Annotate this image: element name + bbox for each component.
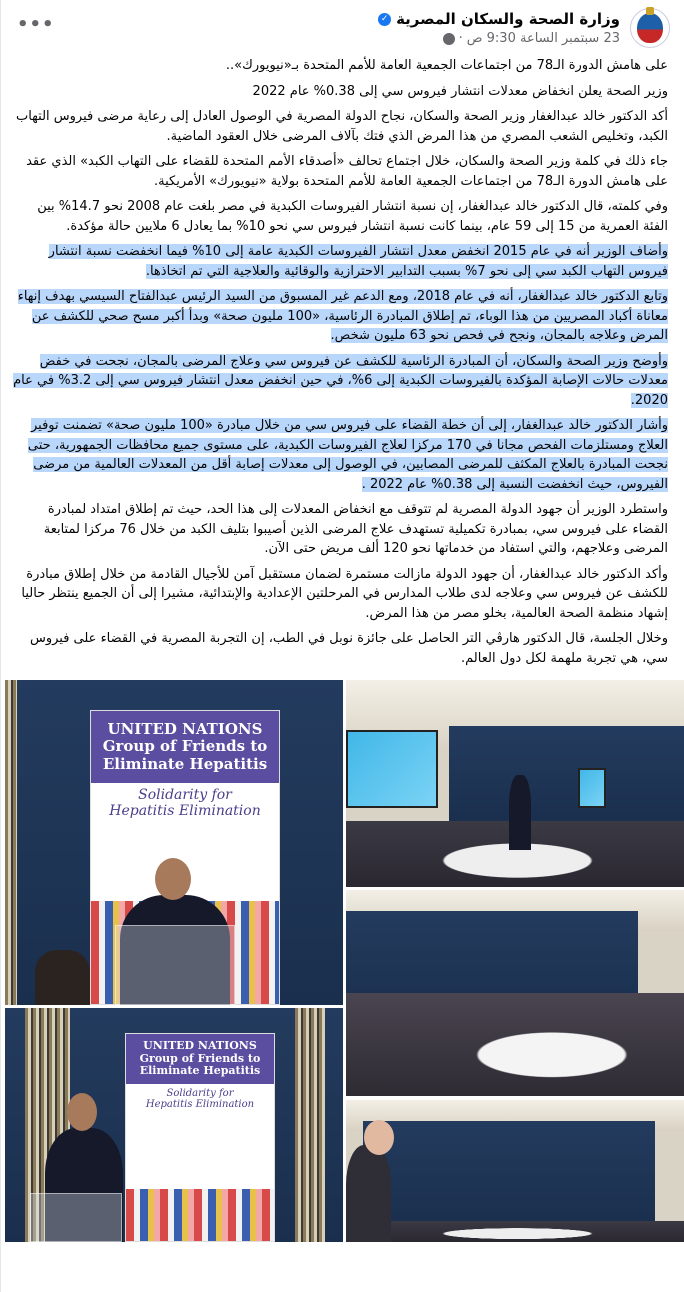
paragraph-text: أكد الدكتور خالد عبدالغفار وزير الصحة والسكان، نجاح الدولة المصرية في الوصول العادل إلى رعاية مرضى فيروس التهاب الكبد، وتخليص الشعب المصري من هذا المرض الذي فتك بآلاف المرضى خلال العقود الماضية. — [15, 109, 668, 144]
banner-line: Eliminate Hepatitis — [102, 754, 268, 773]
post-paragraph — [11, 56, 668, 76]
more-options-button[interactable]: ••• — [17, 14, 55, 35]
banner-line: Solidarity for — [138, 786, 232, 803]
post-paragraph — [11, 197, 668, 236]
post-paragraph — [11, 242, 668, 281]
banner-line: Hepatitis Elimination — [145, 1098, 255, 1110]
post-body — [11, 56, 668, 674]
page-name-row — [378, 10, 620, 28]
paragraph-text: وأضاف الوزير أنه في عام 2015 انخفض معدل انتشار الفيروسات الكبدية عامة إلى 10% فيما انخفضت نسبة انتشار فيروس التهاب الكبد سي إلى نحو 7% بسبب التدابير الاحترازية والوقائية والعلاجية التي تم اتخاذها. — [48, 244, 668, 279]
post-paragraph — [11, 287, 668, 346]
paragraph-text: وفي كلمته، قال الدكتور خالد عبدالغفار، إن نسبة انتشار الفيروسات الكبدية في مصر بلغت عام 2008 نحو 14.7% بين الفئة العمرية من 15 إلى 59 عام، بينما كانت نسبة انتشار فيروس سي نحو 10% بما يعادل 6 ملايين حالة مؤكدة. — [37, 199, 668, 234]
paragraph-text: جاء ذلك في كلمة وزير الصحة والسكان، خلال اجتماع تحالف «أصدقاء الأمم المتحدة للقضاء على التهاب الكبد» الذي عقد على هامش الدورة الـ78 من اجتماعات الجمعية العامة للأمم المتحدة بولاية «نيويورك» الأمريكية. — [26, 154, 668, 189]
banner-line: Hepatitis Elimination — [109, 802, 261, 819]
post-header — [15, 8, 670, 54]
paragraph-text: وزير الصحة يعلن انخفاض معدلات انتشار فيروس سي إلى 0.38% عام 2022 — [252, 83, 668, 99]
post-paragraph — [11, 629, 668, 668]
paragraph-text: وتابع الدكتور خالد عبدالغفار، أنه في عام 2018، ومع الدعم غير المسبوق من السيد الرئيس عبدالفتاح السيسي بهدف إنهاء معاناة أكباد المصريين من هذا الوباء، تم إطلاق المبادرة الرئاسية، «100 مليون صحة» وبدأ أكبر مسح صحي للكشف عن المرض وعلاجه بالمجان، ونجح في فحص نحو 63 مليون شخص. — [17, 289, 668, 343]
page-avatar[interactable] — [630, 8, 670, 48]
banner-line: Solidarity for — [166, 1087, 234, 1099]
post-paragraph — [11, 82, 668, 102]
meta-separator: · — [458, 31, 463, 46]
paragraph-text: وأوضح وزير الصحة والسكان، أن المبادرة الرئاسية للكشف عن فيروس سي وعلاج المرضى بالمجان، نجحت في خفض معدلات حالات الإصابة المؤكدة بالفيروسات الكبدية إلى 6%، في حين انخفض معدل انتشار فيروس سي إلى 3.2% في عام 2020. — [13, 353, 668, 408]
post-paragraph — [11, 352, 668, 411]
post-paragraph — [11, 500, 668, 559]
photo-grid — [5, 680, 684, 1242]
post-paragraph — [11, 107, 668, 146]
banner-line: Group of Friends to — [102, 737, 268, 756]
photo-minister-podium[interactable] — [5, 1008, 343, 1242]
paragraph-text: وأشار الدكتور خالد عبدالغفار، إلى أن خطة القضاء على فيروس سي من خلال مبادرة «100 مليون صحة» تضمنت توفير العلاج ومستلزمات الفحص مجانا في 170 مركزا لعلاج الفيروسات الكبدية، على مستوى جميع محافظات الجمهورية، حتى نجحت المبادرة بالعلاج المكثف للمرضى المصابين، في الوصول إلى معدلات إصابة أقل من المعدلات العالمية من مرضى الفيروس، حيث انخفضت النسبة إلى 0.38% عام 2022 . — [27, 418, 668, 492]
ministry-logo — [637, 13, 663, 43]
banner-line: UNITED NATIONS — [107, 720, 263, 738]
globe-icon — [443, 33, 455, 45]
post-meta — [443, 31, 620, 46]
photo-minister-speaking[interactable] — [5, 680, 343, 1005]
post-paragraph — [11, 565, 668, 624]
post-paragraph — [11, 152, 668, 191]
banner-line: UNITED NATIONS — [143, 1039, 257, 1052]
photo-audience-tables[interactable] — [346, 890, 684, 1096]
paragraph-text: على هامش الدورة الـ78 من اجتماعات الجمعية العامة للأمم المتحدة بـ«نيويورك».. — [225, 58, 668, 73]
verified-badge-icon: ✓ — [378, 13, 391, 26]
post-timestamp[interactable]: 23 سبتمبر الساعة 9:30 ص — [466, 31, 620, 46]
un-banner — [125, 1033, 275, 1242]
page-name-link[interactable]: وزارة الصحة والسكان المصرية — [396, 10, 620, 28]
banner-line: Group of Friends to — [139, 1051, 261, 1065]
paragraph-text: واستطرد الوزير أن جهود الدولة المصرية لم تتوقف مع انخفاض المعدلات إلى هذا الحد، حيث تم إطلاق امتداد لمبادرة القضاء على فيروس سي، بمبادرة تكميلية تستهدف علاج المرضى الذين أصيبوا بتليف الكبد من خلال 76 مركزا لمتابعة المرضى وعلاجهم، والتي استفاد من خدماتها نحو 120 ألف مريض حتى الآن. — [43, 502, 668, 556]
paragraph-text: وخلال الجلسة، قال الدكتور هارڤي التر الحاصل على جائزة نوبل في الطب، إن التجربة المصرية في القضاء على فيروس سي، هي تجربة ملهمة لكل دول العالم. — [29, 631, 668, 666]
banner-line: Eliminate Hepatitis — [139, 1064, 261, 1078]
photo-nobel-laureate-speaking[interactable] — [346, 1100, 684, 1242]
photo-conference-room[interactable] — [346, 680, 684, 887]
paragraph-text: وأكد الدكتور خالد عبدالغفار، أن جهود الدولة مازالت مستمرة لضمان مستقبل آمن للأجيال القادمة من خلال إطلاق مبادرة للكشف عن فيروس سي وعلاجه لدى طلاب المدارس في المرحلتين الإعدادية والإبتدائية، مشيرا إلى أن الجميع ينتظر حاليا إشهاد منظمة الصحة العالمية، بخلو مصر من هذا المرض. — [21, 566, 668, 621]
post-paragraph — [11, 416, 668, 494]
